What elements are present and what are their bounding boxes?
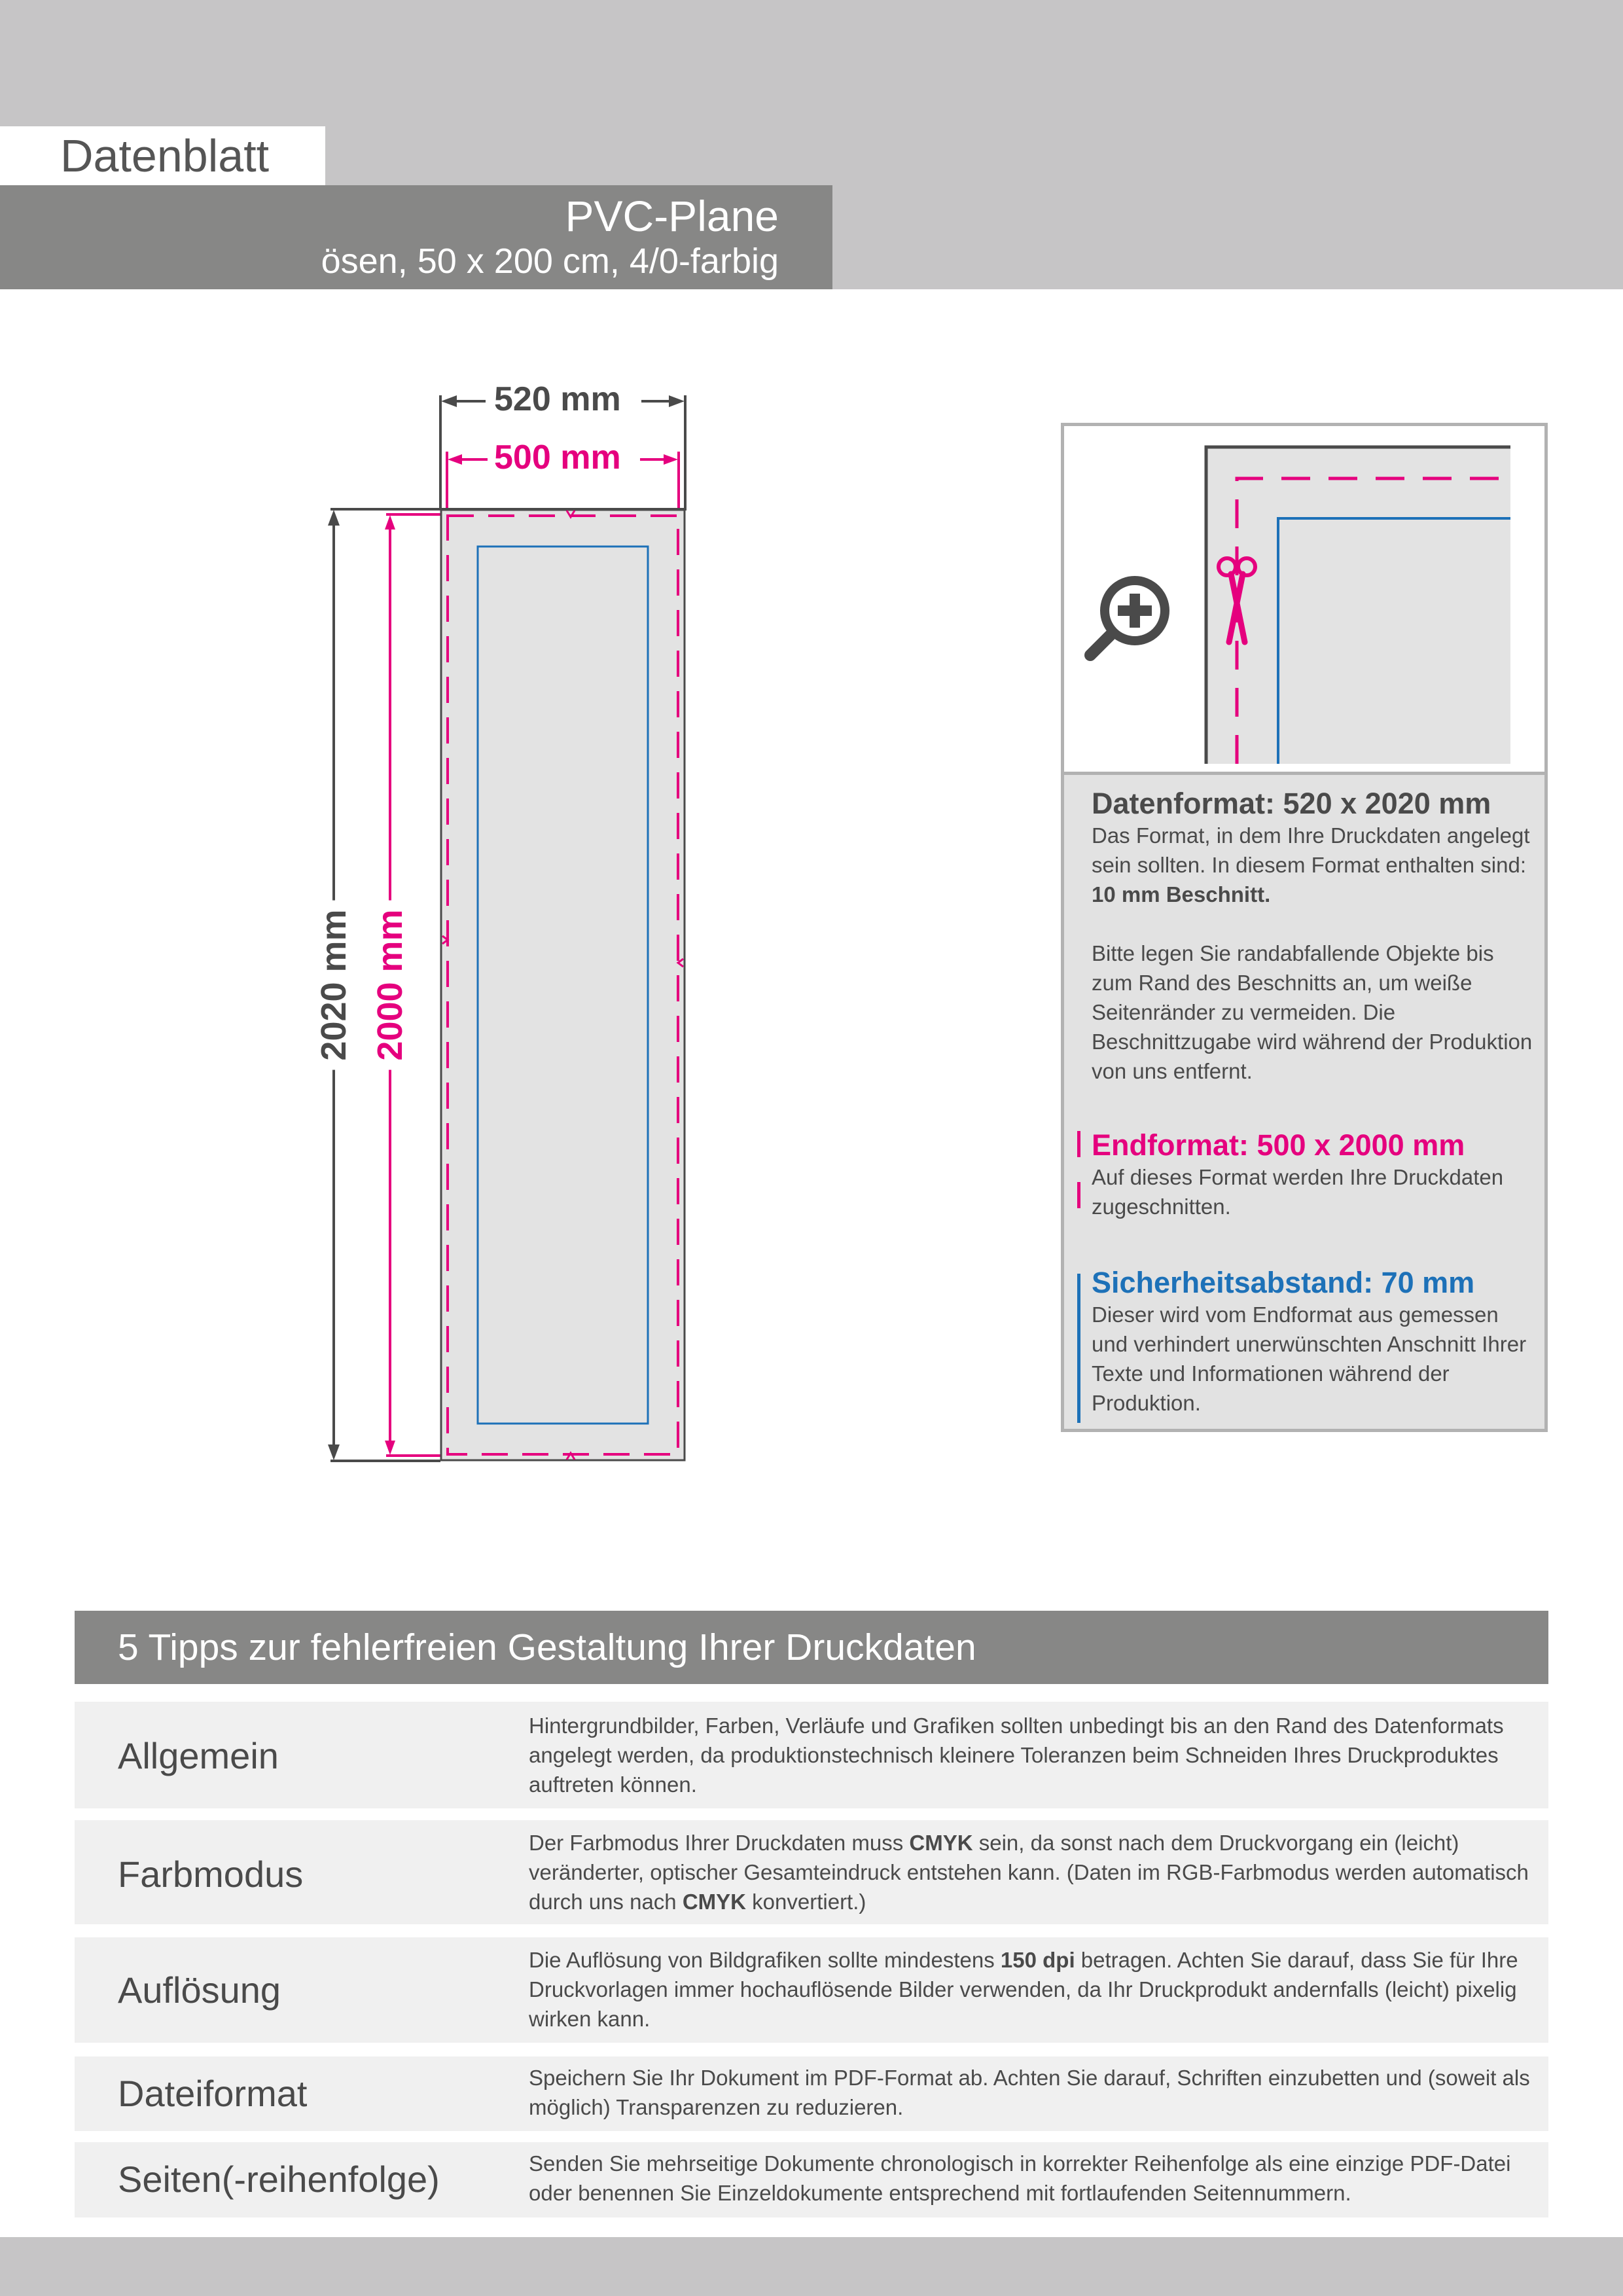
tip-label: Auflösung [118, 1969, 281, 2011]
zoom-detail-graphic [1064, 426, 1544, 772]
datenformat-text [1092, 821, 1537, 909]
bottom-band [0, 2237, 1623, 2296]
endformat-marker-top [1077, 1131, 1080, 1157]
endformat-marker-bottom [1077, 1182, 1080, 1208]
tip-row-farbmodus [75, 1820, 1548, 1924]
tip-text-part: Die Auflösung von Bildgrafiken sollte mindestens [529, 1948, 1001, 1972]
tip-text: Hintergrundbilder, Farben, Verläufe und Grafiken sollten unbedingt bis an den Rand des Datenformats angelegt werden, da produktionstechnisch kleinere Toleranzen beim Schneiden Ihres Druckproduktes auftreten können. [529, 1713, 1504, 1797]
zoom-detail [1064, 426, 1544, 772]
datenformat-text2: Bitte legen Sie randabfallende Objekte bis zum Rand des Beschnitts an, um weiße Seitenränder zu vermeiden. Die Beschnittzugabe wird während der Produktion von uns entfernt. [1092, 941, 1533, 1083]
info-panel [1061, 423, 1548, 1432]
tip-text [529, 1945, 1530, 2034]
tips-header: 5 Tipps zur fehlerfreien Gestaltung Ihrer Druckdaten [75, 1611, 1548, 1684]
datenformat-text-part: Das Format, in dem Ihre Druckdaten angelegt sein sollten. In diesem Format enthalten sind: [1092, 823, 1530, 877]
safety-marker [1077, 1274, 1080, 1423]
tip-text-bold: 150 dpi [1000, 1948, 1075, 1972]
tip-text-part: sein, da sonst nach dem Druckvorgang ein (leicht) veränderter, optischer Gesamteindruck entstehen kann. (Daten im RGB-Farbmodus werden automatisch durch uns nach [529, 1831, 1529, 1914]
tip-text [529, 1828, 1530, 1916]
tip-label: Dateiformat [118, 2073, 308, 2114]
final-width-label: 500 mm [494, 439, 621, 476]
data-height-label: 2020 mm [315, 900, 352, 1069]
tip-row-allgemein [75, 1702, 1548, 1808]
final-height-label: 2000 mm [372, 900, 408, 1069]
endformat-title: Endformat: 500 x 2000 mm [1092, 1128, 1465, 1162]
sicherheitsabstand-title: Sicherheitsabstand: 70 mm [1092, 1266, 1475, 1299]
tip-text-part: konvertiert.) [746, 1890, 866, 1914]
tip-label: Farbmodus [118, 1854, 304, 1895]
format-diagram [0, 0, 785, 1505]
tip-text: Senden Sie mehrseitige Dokumente chronologisch in korrekter Reihenfolge als eine einzige PDF-Datei oder benennen Sie Einzeldokumente entsprechend mit fortlaufenden Seitennummern. [529, 2151, 1511, 2205]
product-title: PVC-Plane [565, 192, 779, 240]
datenformat-text-bold: 10 mm Beschnitt. [1092, 882, 1271, 906]
endformat-section [1092, 1128, 1537, 1221]
datenformat-title: Datenformat: 520 x 2020 mm [1092, 787, 1491, 820]
data-width-label: 520 mm [494, 380, 621, 418]
tip-row-seitenreihenfolge [75, 2142, 1548, 2217]
tip-text-bold: CMYK [682, 1890, 746, 1914]
product-subtitle: ösen, 50 x 200 cm, 4/0-farbig [321, 242, 779, 281]
doc-label: Datenblatt [0, 126, 325, 185]
sicherheitsabstand-text: Dieser wird vom Endformat aus gemessen und verhindert unerwünschten Anschnitt Ihrer Texte und Informationen während der Produktion. [1092, 1302, 1527, 1415]
datenformat-section [1092, 787, 1537, 1086]
tip-label: Seiten(-reihenfolge) [118, 2159, 440, 2200]
sicherheitsabstand-section [1092, 1266, 1537, 1418]
tip-text-part: Der Farbmodus Ihrer Druckdaten muss [529, 1831, 910, 1855]
tip-row-dateiformat [75, 2056, 1548, 2131]
info-body [1064, 772, 1544, 1429]
zoom-in-icon [1090, 581, 1165, 655]
tip-text-bold: CMYK [909, 1831, 973, 1855]
tip-label: Allgemein [118, 1735, 279, 1776]
tip-text-part: betragen. Achten Sie darauf, dass Sie für Ihre Druckvorlagen immer hochauflösende Bilder verwenden, da Ihr Druckprodukt andernfalls (leicht) pixelig wirken kann. [529, 1948, 1518, 2031]
tip-row-aufloesung [75, 1937, 1548, 2043]
endformat-text: Auf dieses Format werden Ihre Druckdaten zugeschnitten. [1092, 1165, 1504, 1219]
tip-text: Speichern Sie Ihr Dokument im PDF-Format ab. Achten Sie darauf, Schriften einzubetten und (soweit als möglich) Transparenzen zu reduzieren. [529, 2066, 1530, 2119]
